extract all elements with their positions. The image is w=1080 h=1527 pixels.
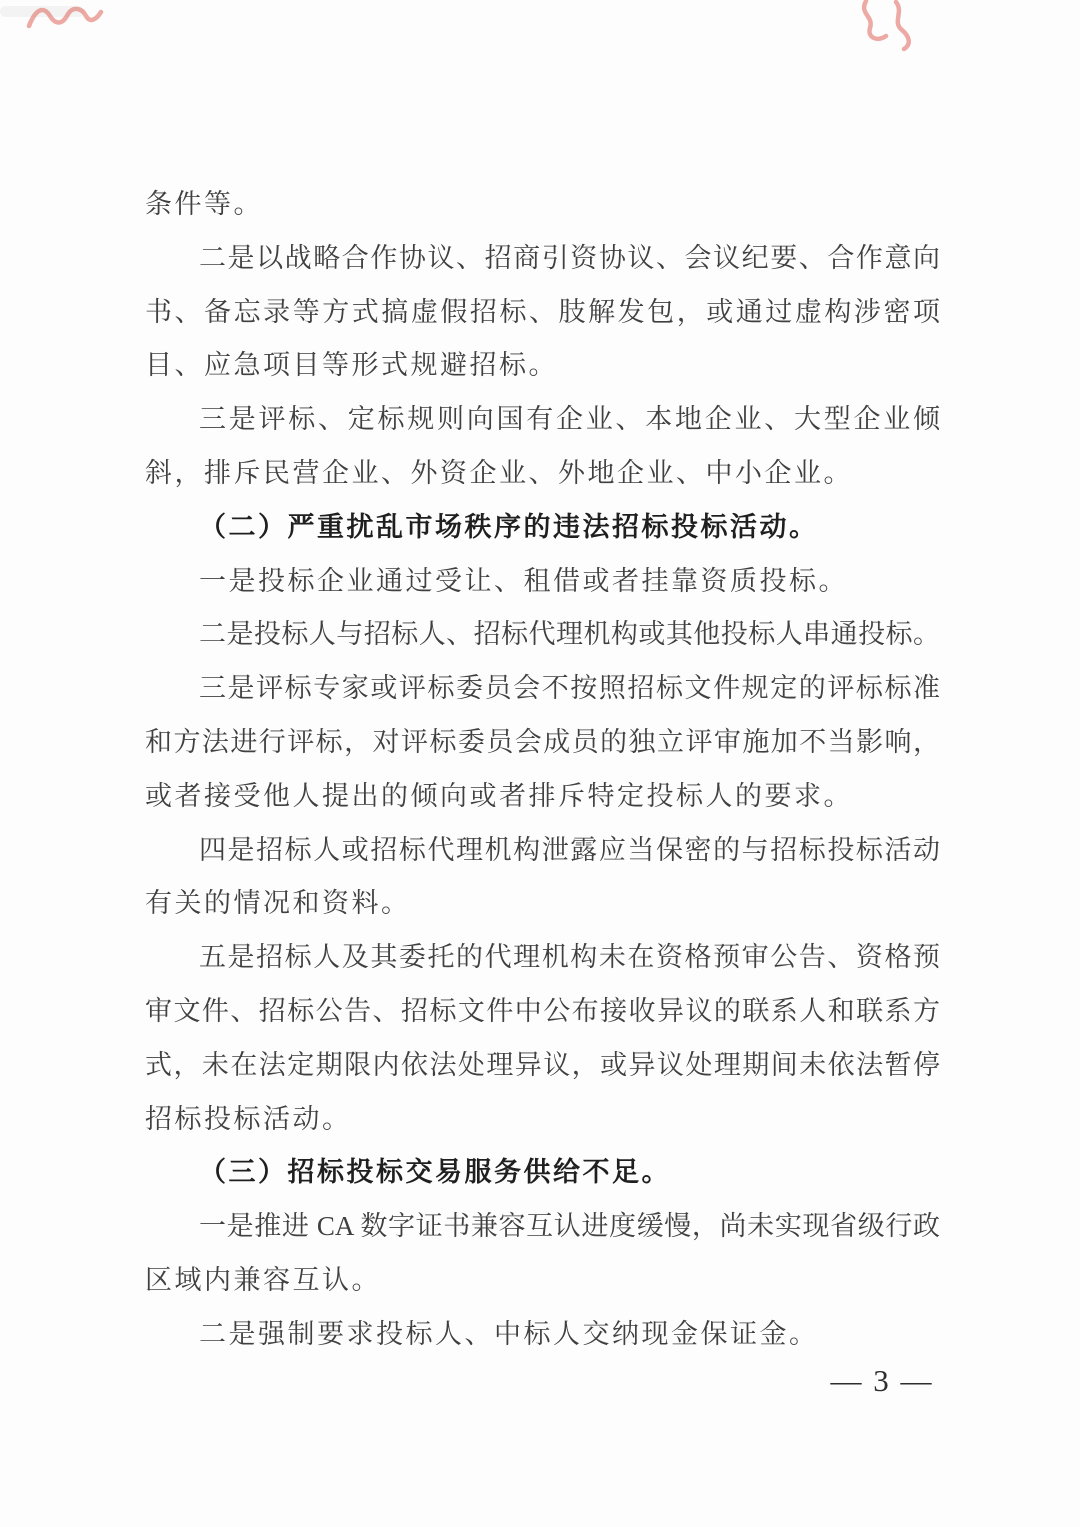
doc-line: 三是评标专家或评标委员会不按照招标文件规定的评标标准 xyxy=(199,673,940,704)
doc-line: 斜，排斥民营企业、外资企业、外地企业、中小企业。 xyxy=(145,457,853,488)
doc-line: 二是以战略合作协议、招商引资协议、会议纪要、合作意向 xyxy=(199,242,940,273)
doc-line: 区域内兼容互认。 xyxy=(145,1264,381,1295)
page-number: — 3 — xyxy=(830,1363,934,1398)
doc-heading-section-2: （二）严重扰乱市场秩序的违法招标投标活动。 xyxy=(199,511,819,542)
doc-line: 有关的情况和资料。 xyxy=(145,888,411,919)
red-pen-scribble-right-icon xyxy=(850,0,920,52)
doc-line: 和方法进行评标，对评标委员会成员的独立评审施加不当影响， xyxy=(145,726,940,757)
doc-line: 四是招标人或招标代理机构泄露应当保密的与招标投标活动 xyxy=(199,834,940,865)
doc-line: 目、应急项目等形式规避招标。 xyxy=(145,350,558,381)
doc-line: 一是推进 CA 数字证书兼容互认进度缓慢，尚未实现省级行政 xyxy=(199,1211,940,1242)
doc-line: 一是投标企业通过受让、租借或者挂靠资质投标。 xyxy=(199,565,848,596)
doc-line: 五是招标人及其委托的代理机构未在资格预审公告、资格预 xyxy=(199,942,940,973)
doc-heading-section-3: （三）招标投标交易服务供给不足。 xyxy=(199,1157,671,1188)
doc-line: 二是强制要求投标人、中标人交纳现金保证金。 xyxy=(199,1318,819,1349)
doc-line: 式，未在法定期限内依法处理异议，或异议处理期间未依法暂停 xyxy=(145,1049,940,1080)
doc-line: 三是评标、定标规则向国有企业、本地企业、大型企业倾 xyxy=(199,404,940,435)
doc-line: 审文件、招标公告、招标文件中公布接收异议的联系人和联系方 xyxy=(145,995,940,1026)
doc-line: 招标投标活动。 xyxy=(145,1103,352,1134)
doc-line: 书、备忘录等方式搞虚假招标、肢解发包，或通过虚构涉密项 xyxy=(145,296,940,327)
doc-line: 二是投标人与招标人、招标代理机构或其他投标人串通投标。 xyxy=(199,619,940,650)
document-text-block xyxy=(145,178,940,1362)
doc-line: 或者接受他人提出的倾向或者排斥特定投标人的要求。 xyxy=(145,780,853,811)
red-pen-scribble-left-icon xyxy=(26,2,104,36)
doc-line: 条件等。 xyxy=(145,189,263,219)
